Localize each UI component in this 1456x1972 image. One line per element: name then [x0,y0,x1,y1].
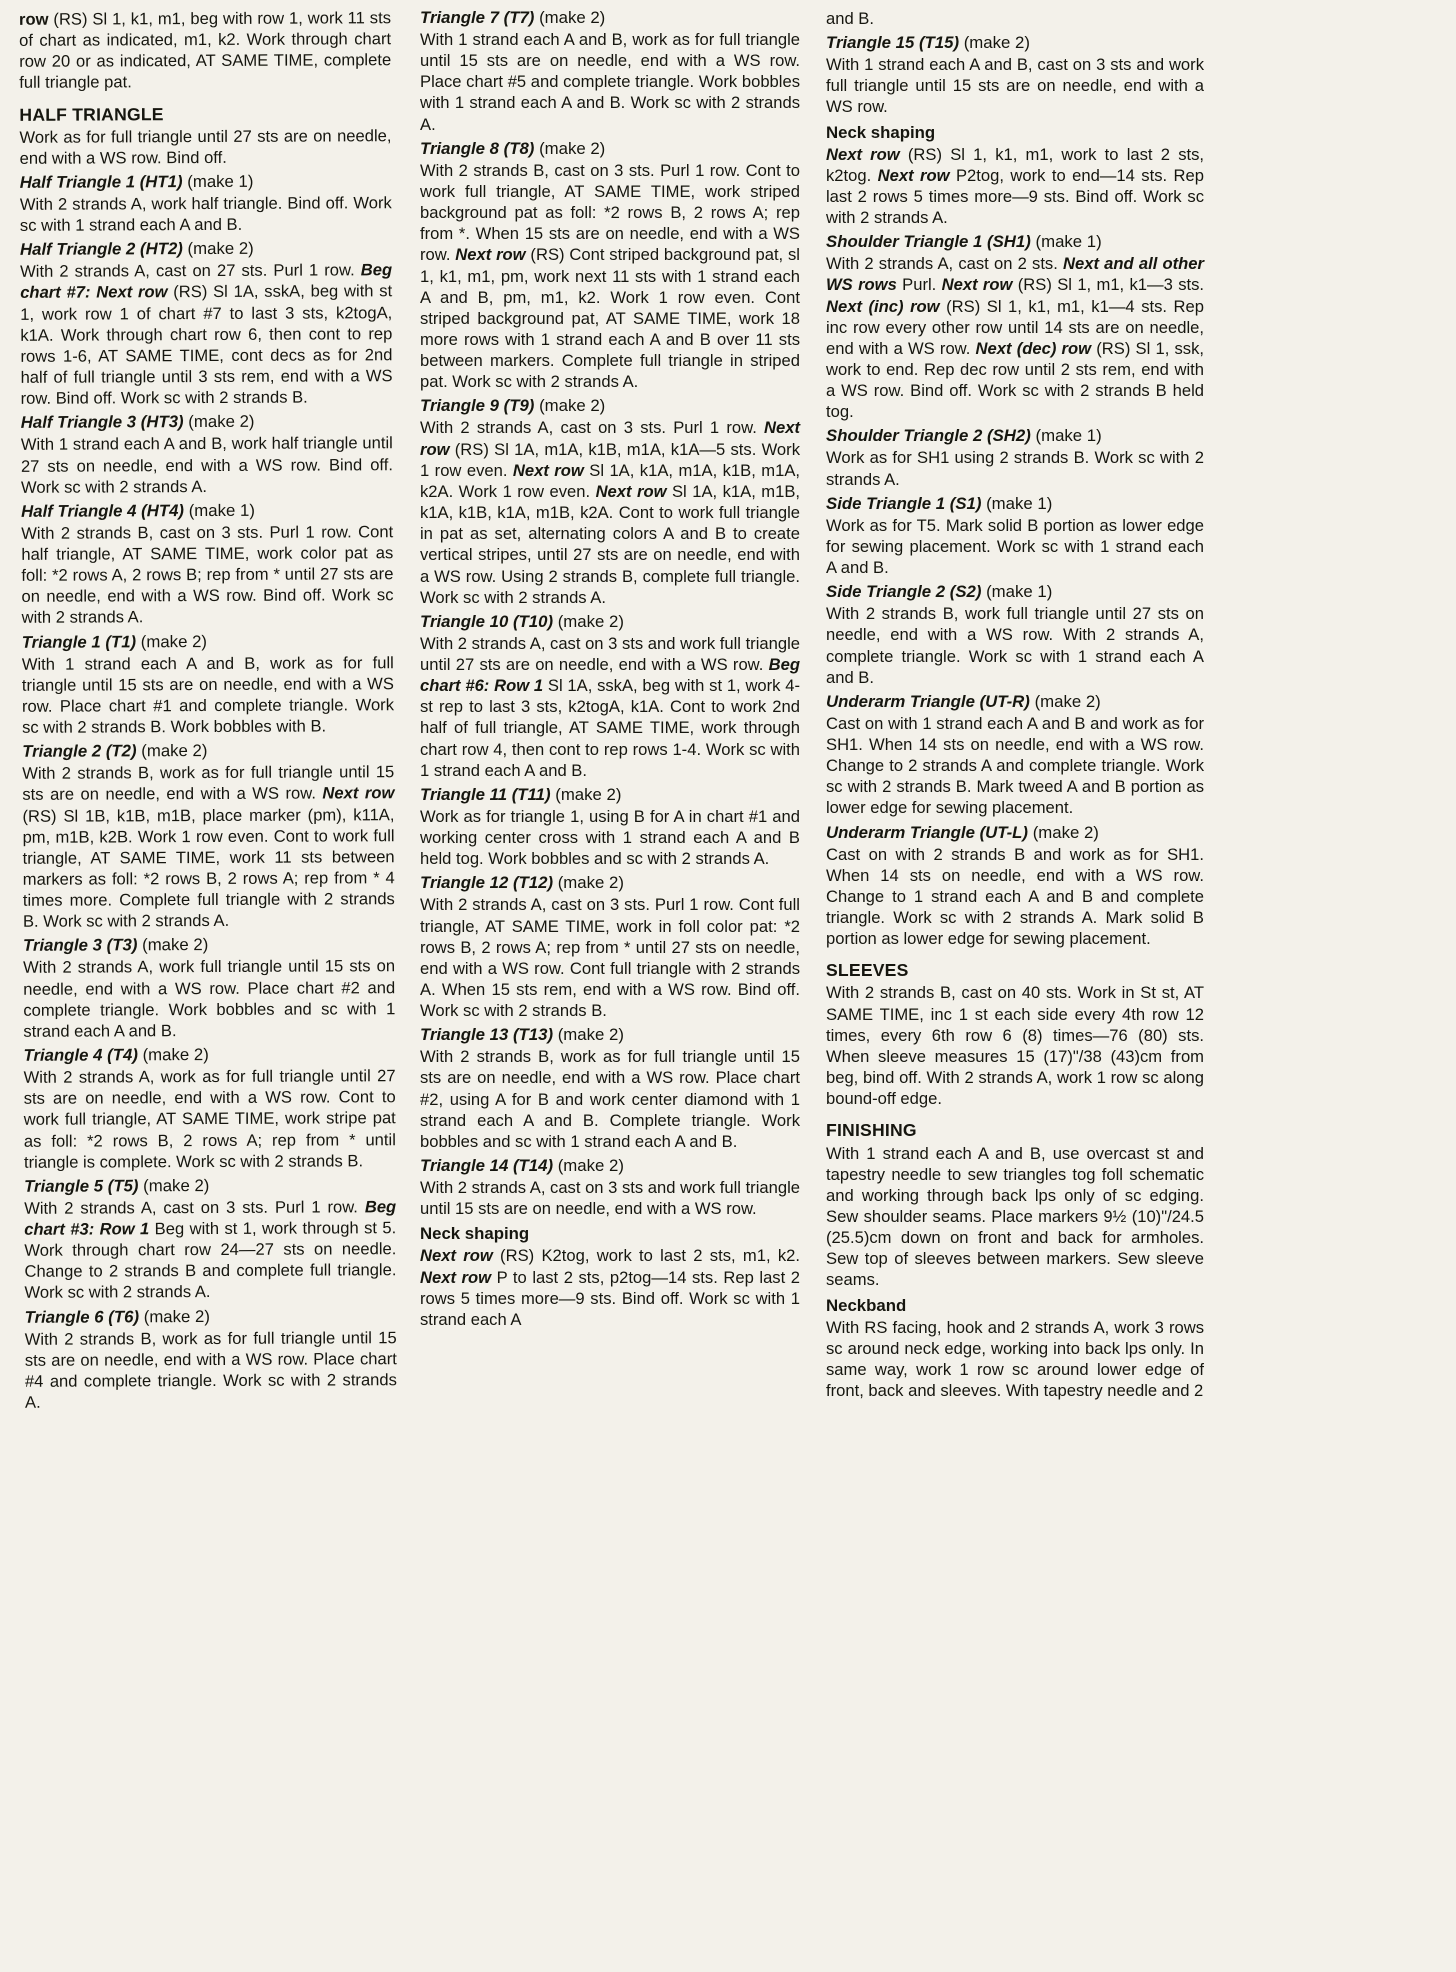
body-paragraph: With 2 strands A, work as for full triangle until 27 sts are on needle, end with a WS row. Cont to work full triangle, AT SAME TIME, work stripe pat as foll: *2 rows B, 2 rows A; rep from * until triangle is complete. Work sc with 2 strands B. [23,1066,396,1172]
column-1 [19,7,397,1413]
body-paragraph: With 1 strand each A and B, work as for full triangle until 15 sts are on needle, end with a WS row. Place chart #5 and complete triangle. Work bobbles with 1 strand each A and B. Work sc with 2 strands A. [420,29,800,134]
body-paragraph: With 2 strands A, cast on 27 sts. Purl 1 row. Beg chart #7: Next row (RS) Sl 1A, sskA, beg with st 1, work row 1 of chart #7 to last 3 sts, k2togA, k1A. Work through chart row 6, then cont to rep rows 1-6, AT SAME TIME, cont decs as for 2nd half of full triangle until 3 sts rem, end with a WS row. Bind off. Work sc with 2 strands B. [20,260,393,409]
body-paragraph: With 2 strands B, cast on 40 sts. Work in St st, AT SAME TIME, inc 1 st each side every 4th row 12 times, every 6th row 6 (8) times—76 (80) sts. When sleeve measures 15 (17)"/38 (43)cm from beg, bind off. With 2 strands A, work 1 row sc along bound-off edge. [826,983,1204,1109]
body-paragraph: With 1 strand each A and B, work half triangle until 27 sts on needle, end with a WS row. Bind off. Work sc with 2 strands A. [20,433,393,497]
body-paragraph: Next row (RS) Sl 1, k1, m1, work to last 2 sts, k2tog. Next row P2tog, work to end—14 sts. Rep last 2 rows 5 times more—9 sts. Bind off. Work sc with 2 strands A. [826,144,1205,228]
body-paragraph: With 2 strands A, work full triangle until 15 sts on needle, end with a WS row. Place chart #2 and complete triangle. Work bobbles and sc with 1 strand each A and B. [23,956,396,1041]
body-paragraph: With 2 strands A, cast on 3 sts. Purl 1 row. Beg chart #3: Row 1 Beg with st 1, work through st 5. Work through chart row 24—27 sts on needle. Change to 2 strands B and complete full triangle. Work sc with 2 strands A. [24,1197,397,1303]
triangle-heading: Triangle 14 (T14) (make 2) [420,1156,624,1176]
body-paragraph: With 1 strand each A and B, use overcast st and tapestry needle to sew triangles tog foll schematic and working through back lps only of sc edging. Sew shoulder seams. Place markers 9½ (10)"/24.5 (25.5)cm down on front and back for armholes. Sew top of sleeves between markers. Sew sleeve seams. [826,1143,1204,1290]
triangle-heading: Half Triangle 4 (HT4) (make 1) [21,500,255,521]
triangle-heading: Triangle 3 (T3) (make 2) [22,935,209,956]
triangle-heading: Triangle 1 (T1) (make 2) [21,631,208,652]
triangle-heading: Half Triangle 2 (HT2) (make 2) [19,239,254,260]
body-paragraph: With 2 strands B, work full triangle until 27 sts on needle, end with a WS row. With 2 strands A, complete triangle. Work sc with 1 strand each A and B. [826,604,1204,687]
body-paragraph: With 1 strand each A and B, work as for full triangle until 15 sts are on needle, end with a WS row. Place chart #1 and complete triangle. Work sc with 2 strands B. Work bobbles with B. [21,652,395,737]
column-3 [826,8,1204,1402]
body-paragraph: row (RS) Sl 1, k1, m1, beg with row 1, work 11 sts of chart as indicated, m1, k2. Work through chart row 20 or as indicated, AT SAME TIME, complete full triangle pat. [18,8,392,93]
body-paragraph: and B. [826,9,874,28]
body-paragraph: With 2 strands A, cast on 3 sts. Purl 1 row. Cont full triangle, AT SAME TIME, work in foll color pat: *2 rows B, 2 rows A; rep from * until 27 sts on needle, end with a WS row. Cont full triangle with 2 strands A. When 15 sts rem, end with a WS row. Bind off. Work sc with 2 strands B. [420,895,800,1021]
text-columns [18,8,1438,1962]
triangle-heading: Side Triangle 2 (S2) (make 1) [826,582,1053,602]
section-heading: HALF TRIANGLE [19,103,164,125]
subsection-heading: Neck shaping [826,122,936,142]
triangle-heading: Underarm Triangle (UT-R) (make 2) [826,691,1101,711]
triangle-heading: Side Triangle 1 (S1) (make 1) [826,493,1053,513]
subsection-heading: Neckband [826,1295,907,1315]
body-paragraph: With 1 strand each A and B, cast on 3 sts and work full triangle until 15 sts are on needle, end with a WS row. [826,55,1204,117]
triangle-heading: Half Triangle 1 (HT1) (make 1) [19,171,254,192]
body-paragraph: Work as for SH1 using 2 strands B. Work sc with 2 strands A. [826,448,1204,489]
body-paragraph: With RS facing, hook and 2 strands A, work 3 rows sc around neck edge, working into back lps only. In same way, work 1 row sc around lower edge of front, back and sleeves. With tapestry needle and 2 [826,1317,1204,1401]
body-paragraph: With 2 strands B, cast on 3 sts. Purl 1 row. Cont half triangle, AT SAME TIME, work color pat as foll: *2 rows A, 2 rows B; rep from * until 27 sts are on needle, end with a WS row. Bind off. Work sc with 2 strands A. [21,522,394,628]
triangle-heading: Triangle 9 (T9) (make 2) [420,396,606,416]
triangle-heading: Triangle 11 (T11) (make 2) [420,784,622,804]
triangle-heading: Half Triangle 3 (HT3) (make 2) [20,412,255,433]
body-paragraph: Cast on with 2 strands B and work as for SH1. When 14 sts on needle, end with a WS row. Change to 1 strand each A and B and complete triangle. Work sc with 2 strands A. Mark solid B portion as lower edge for sewing placement. [826,844,1204,949]
body-paragraph: With 2 strands B, work as for full triangle until 15 sts are on needle, end with a WS row. Place chart #4 and complete triangle. Work sc with 2 strands A. [24,1327,397,1412]
body-paragraph: With 2 strands A, cast on 3 sts. Purl 1 row. Next row (RS) Sl 1A, m1A, k1B, m1A, k1A—5 sts. Work 1 row even. Next row Sl 1A, k1A, m1A, k1B, m1A, k2A. Work 1 row even. Next row Sl 1A, k1A, m1B, k1A, k1B, k1A, m1B, k2A. Cont to work full triangle in pat as set, alternating colors A and B to create vertical stripes, until 27 sts are on needle, end with a WS row. Using 2 strands B, complete full triangle. Work sc with 2 strands A. [420,418,801,607]
triangle-heading: Triangle 2 (T2) (make 2) [22,741,208,762]
triangle-heading: Triangle 5 (T5) (make 2) [24,1175,210,1196]
section-heading: SLEEVES [826,960,909,981]
body-paragraph: With 2 strands A, cast on 2 sts. Next and all other WS rows Purl. Next row (RS) Sl 1, m1, k1—3 sts. Next (inc) row (RS) Sl 1, k1, m1, k1—4 sts. Rep inc row every other row until 14 sts are on needle, end with a WS row. Next (dec) row (RS) Sl 1, ssk, work to end. Rep dec row until 2 sts rem, end with a WS row. Bind off. Work sc with 2 strands B held tog. [826,254,1205,422]
triangle-heading: Shoulder Triangle 2 (SH2) (make 1) [826,426,1102,446]
body-paragraph: With 2 strands B, work as for full triangle until 15 sts are on needle, end with a WS row. Next row (RS) Sl 1B, k1B, m1B, place marker (pm), k11A, pm, m1B, k2B. Work 1 row even. Cont to work full triangle, AT SAME TIME, work 11 sts between markers as foll: *2 rows B, 2 rows A; rep from * 4 times more. Complete full triangle with 2 strands B. Work sc with 2 strands A. [22,762,395,932]
triangle-heading: Triangle 12 (T12) (make 2) [420,873,624,893]
body-paragraph: Work as for full triangle until 27 sts are on needle, end with a WS row. Bind off. [19,125,392,168]
triangle-heading: Shoulder Triangle 1 (SH1) (make 1) [826,232,1102,252]
section-heading: FINISHING [826,1120,917,1141]
triangle-heading: Triangle 15 (T15) (make 2) [826,33,1030,53]
body-paragraph: Work as for triangle 1, using B for A in chart #1 and working center cross with 1 strand each A and B held tog. Work bobbles and sc with 2 strands A. [420,806,800,869]
triangle-heading: Underarm Triangle (UT-L) (make 2) [826,822,1099,842]
triangle-heading: Triangle 8 (T8) (make 2) [420,138,606,158]
body-paragraph: With 2 strands B, cast on 3 sts. Purl 1 row. Cont to work full triangle, AT SAME TIME, work striped background pat as foll: *2 rows B, 2 rows A; rep from *. When 15 sts are on needle, end with a WS row. Next row (RS) Cont striped background pat, sl 1, k1, m1, pm, work next 11 sts with 1 strand each A and B, pm, m1, k2. Work 1 row even. Cont striped background pat, AT SAME TIME, work 18 more rows with 1 strand each A and B over 11 sts between markers. Complete full triangle in striped pat. Work sc with 2 strands A. [420,160,800,392]
body-paragraph: Cast on with 1 strand each A and B and work as for SH1. When 14 sts on needle, end with a WS row. Change to 2 strands A and complete triangle. Work sc with 2 strands B. Mark tweed A and B portion as lower edge for sewing placement. [826,713,1204,818]
triangle-heading: Triangle 4 (T4) (make 2) [23,1045,209,1065]
column-2 [420,8,800,1330]
body-paragraph: Next row (RS) K2tog, work to last 2 sts, m1, k2. Next row P to last 2 sts, p2tog—14 sts. Rep last 2 rows 5 times more—9 sts. Bind off. Work sc with 1 strand each A [420,1246,801,1329]
body-paragraph: With 2 strands A, cast on 3 sts and work full triangle until 27 sts are on needle, end with a WS row. Beg chart #6: Row 1 Sl 1A, sskA, beg with st 1, work 4-st rep to last 3 sts, k2togA, k1A. Cont to work 2nd half of full triangle, AT SAME TIME, work through chart row 4, then cont to rep rows 1-4. Work sc with 1 strand each A and B. [420,633,800,780]
triangle-heading: Triangle 6 (T6) (make 2) [24,1306,210,1327]
body-paragraph: With 2 strands B, work as for full triangle until 15 sts are on needle, end with a WS row. Place chart #2, using A for B and work center diamond with 1 strand each A and B. Complete triangle. Work bobbles and sc with 1 strand each A and B. [420,1047,800,1151]
triangle-heading: Triangle 13 (T13) (make 2) [420,1025,624,1045]
body-paragraph: Work as for T5. Mark solid B portion as lower edge for sewing placement. Work sc with 1 strand each A and B. [826,515,1204,578]
triangle-heading: Triangle 7 (T7) (make 2) [420,8,606,27]
body-paragraph: With 2 strands A, cast on 3 sts and work full triangle until 15 sts are on needle, end with a WS row. [420,1178,800,1219]
body-paragraph: With 2 strands A, work half triangle. Bind off. Work sc with 1 strand each A and B. [19,193,392,236]
triangle-heading: Triangle 10 (T10) (make 2) [420,611,624,631]
subsection-heading: Neck shaping [420,1224,530,1244]
